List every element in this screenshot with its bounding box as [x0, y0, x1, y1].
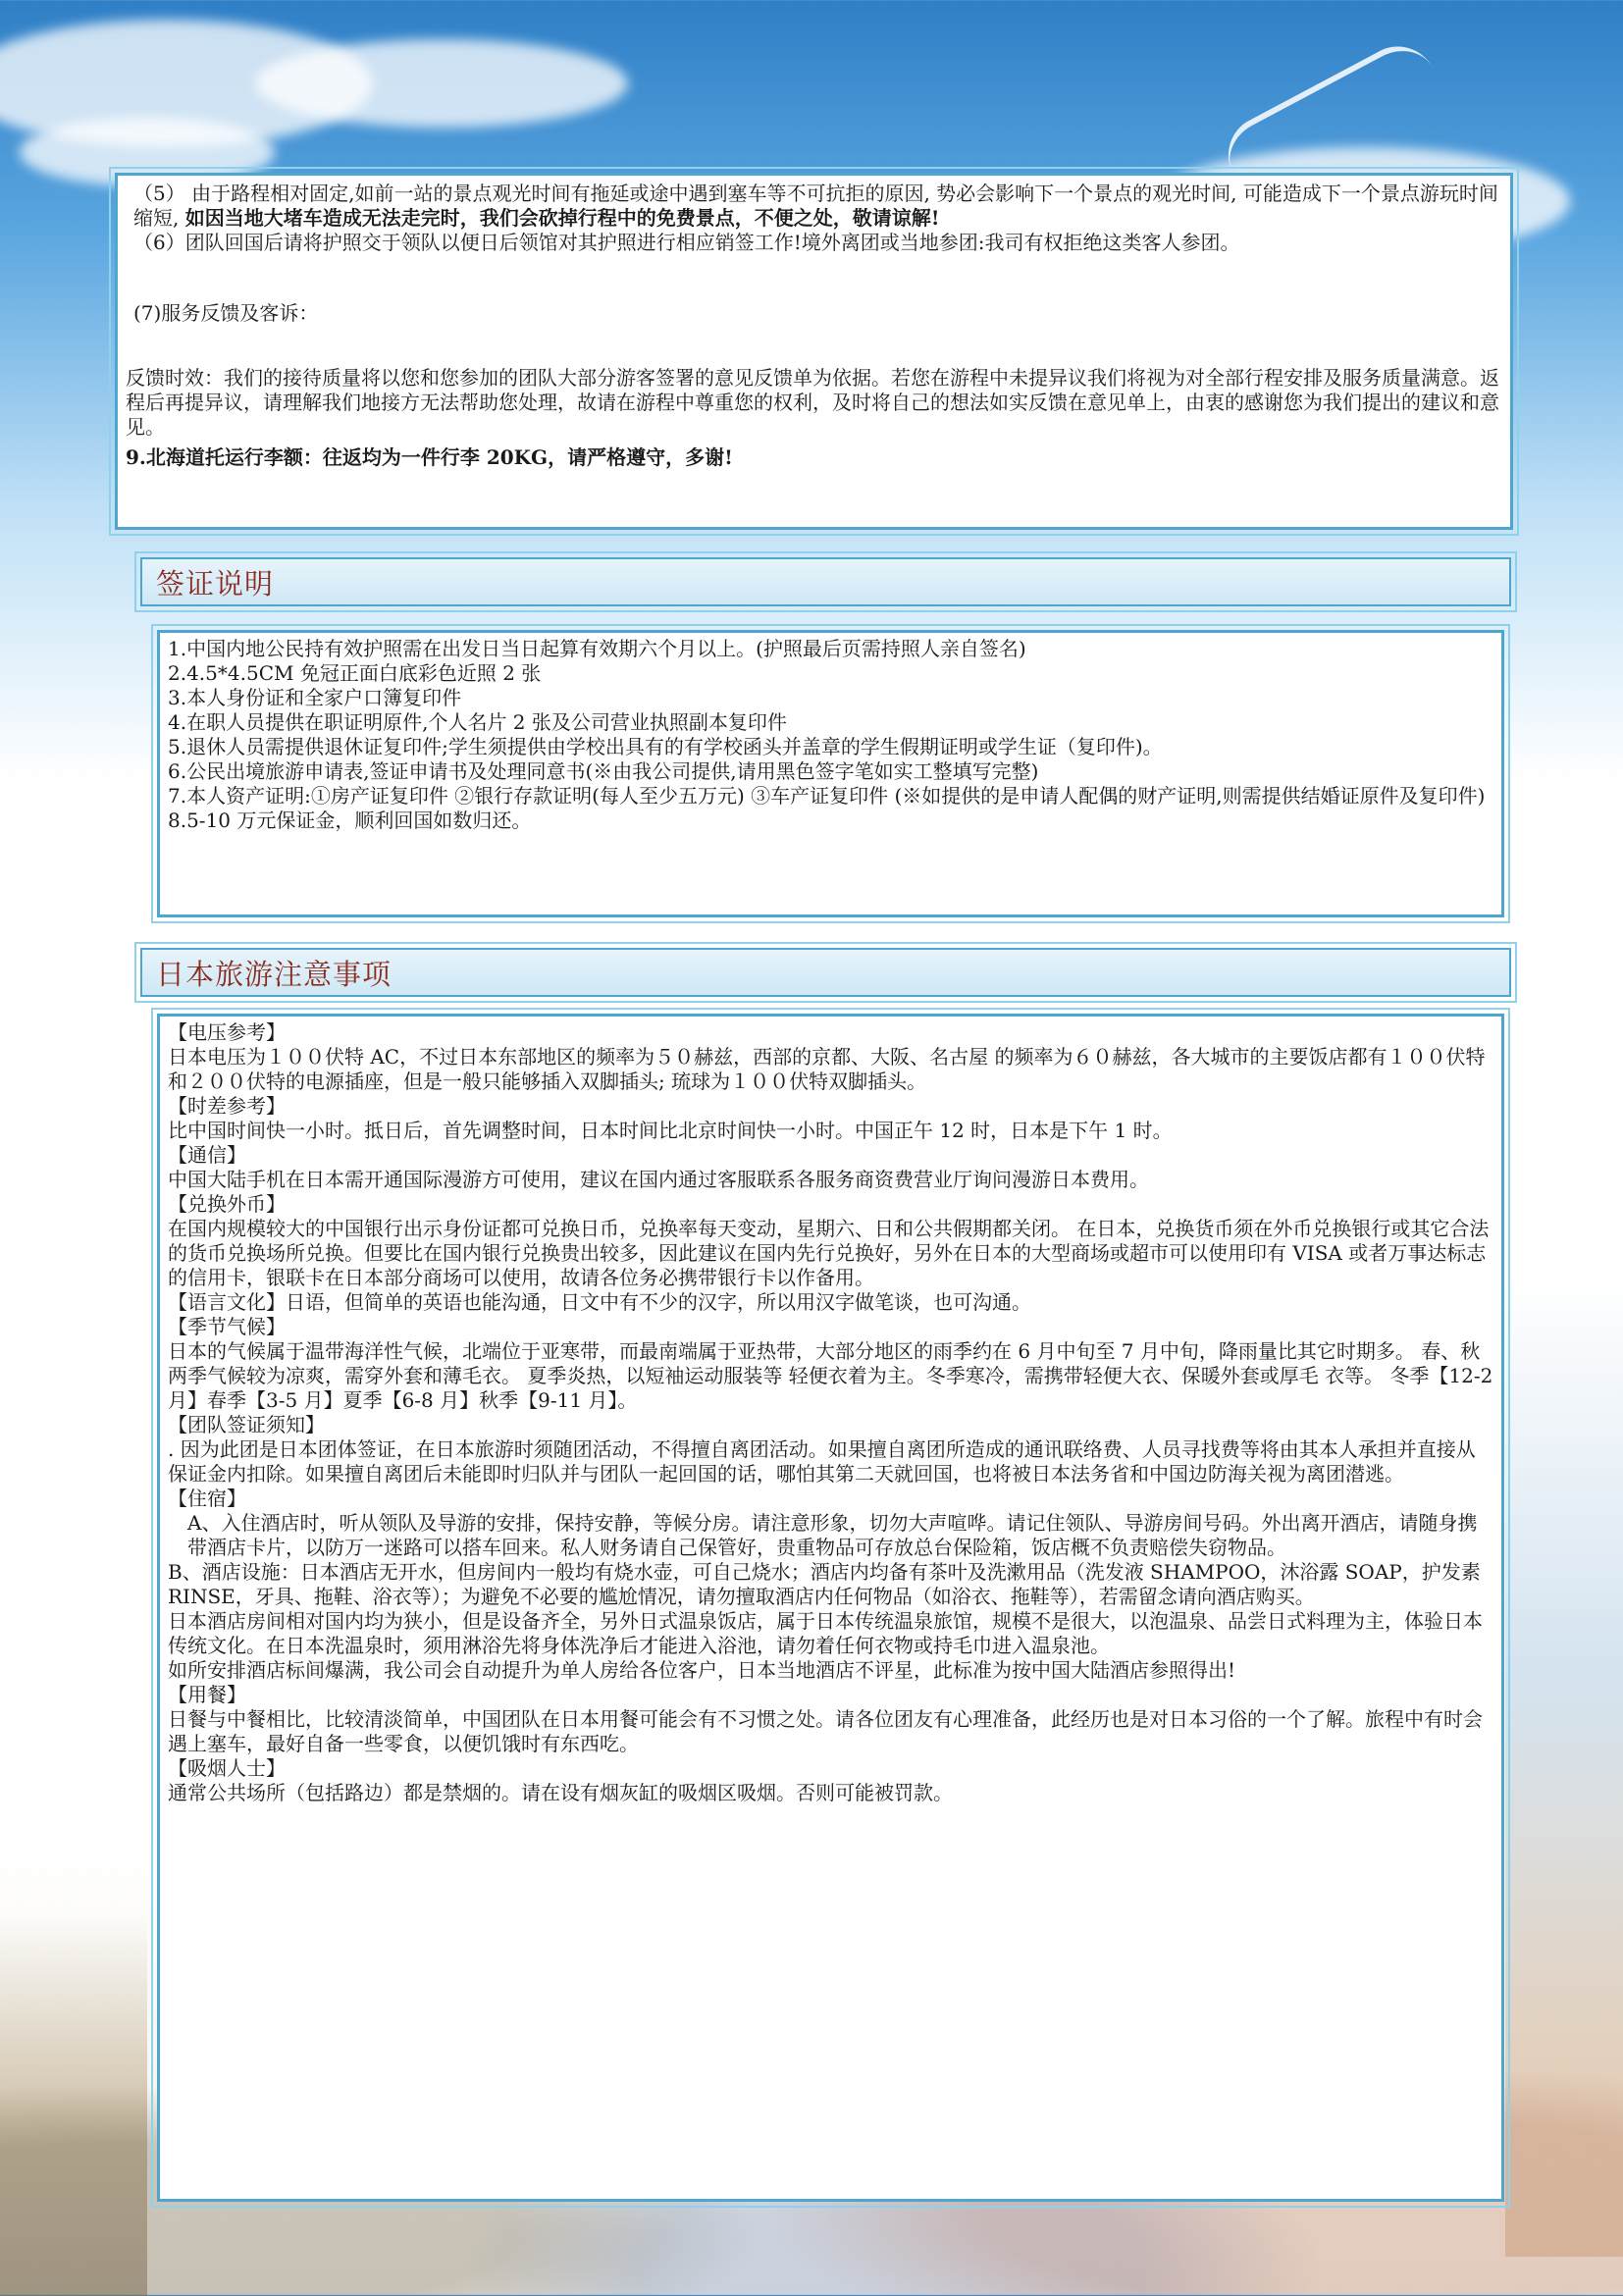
visa-item: 3.本人身份证和全家户口簿复印件 — [168, 686, 462, 709]
visa-item: 1.中国内地公民持有效护照需在出发日当日起算有效期六个月以上。(护照最后页需持照人亲自签名) — [168, 637, 1026, 660]
group-visa-text: . 因为此团是日本团体签证，在日本旅游时须随团活动，不得擅自离团活动。如果擅自离团所造成的通讯联络费、人员寻找费等将由其本人承担并直接从保证金内扣除。如果擅自离团后未能即时归队并与团队一起回国的话，哪怕其第二天就回国，也将被日本法务省和中国边防海关视为离团潜逃。 — [168, 1437, 1476, 1486]
visa-item: 6.公民出境旅游申请表,签证申请书及处理同意书(※由我公司提供,请用黑色签字笔如实工整填写完整) — [168, 759, 1039, 783]
visa-item: 8.5-10 万元保证金，顺利回国如数归还。 — [168, 809, 532, 832]
accommodation-text-c: 日本酒店房间相对国内均为狭小，但是设备齐全，另外日式温泉饭店，属于日本传统温泉旅馆，规模不是很大，以泡温泉、品尝日式料理为主，体验日本传统文化。在日本洗温泉时，须用淋浴先将身体洗净后才能进入浴池，请勿着任何衣物或持毛巾进入温泉池。 — [168, 1609, 1483, 1657]
accommodation-heading: 【住宿】 — [168, 1487, 246, 1510]
language-text: 日语，但简单的英语也能沟通，日文中有不少的汉字，所以用汉字做笔谈，也可沟通。 — [286, 1290, 1031, 1314]
language-culture — [168, 1290, 1493, 1315]
background-cloud — [255, 39, 628, 128]
note-item-5: （5） 由于路程相对固定,如前一站的景点观光时间有拖延或途中遇到塞车等不可抗拒的原因, 势必会影响下一个景点的观光时间, 可能造成下一个景点游玩时间缩短, 如因当地大堵车造成无法走完时，我们会砍掉行程中的免费景点，不便之处，敬请谅解! — [133, 182, 1498, 230]
time-difference-heading: 【时差参考】 — [168, 1094, 286, 1118]
visa-item: 7.本人资产证明:①房产证复印件 ②银行存款证明(每人至少五万元) ③车产证复印件 (※如提供的是申请人配偶的财产证明,则需提供结婚证原件及复印件) — [168, 784, 1486, 808]
group-visa-heading: 【团队签证须知】 — [168, 1413, 325, 1436]
meals-heading: 【用餐】 — [168, 1683, 246, 1706]
luggage-allowance: 9.北海道托运行李额：往返均为一件行李 20KG，请严格遵守，多谢! — [126, 445, 733, 469]
note-item-7-heading: (7)服务反馈及客诉： — [133, 301, 319, 325]
visa-requirements-box — [157, 630, 1504, 917]
smoking-text: 通常公共场所（包括路边）都是禁烟的。请在设有烟灰缸的吸烟区吸烟。否则可能被罚款。 — [168, 1781, 953, 1804]
voltage-heading: 【电压参考】 — [168, 1020, 286, 1044]
accommodation-text-a: A、入住酒店时，听从领队及导游的安排，保持安静，等候分房。请注意形象，切勿大声喧哗。请记住领队、导游房间号码。外出离开酒店，请随身携带酒店卡片，以防万一迷路可以搭车回来。私人财务请自己保管好，贵重物品可存放总台保险箱，饭店概不负责赔偿失窃物品。 — [187, 1511, 1478, 1559]
itinerary-notes-box — [115, 173, 1513, 530]
note-item-6: （6）团队回国后请将护照交于领队以便日后领馆对其护照进行相应销签工作!境外离团或当地参团:我司有权拒绝这类客人参团。 — [133, 231, 1240, 254]
travel-notes-box — [157, 1014, 1504, 2202]
feedback-paragraph: 反馈时效：我们的接待质量将以您和您参加的团队大部分游客签署的意见反馈单为依据。若您在游程中未提异议我们将视为对全部行程安排及服务质量满意。返程后再提异议，请理解我们地接方无法帮助您处理，故请在游程中尊重您的权利，及时将自己的想法如实反馈在意见单上，由衷的感谢您为我们提出的建议和意见。 — [126, 366, 1499, 439]
accommodation-text-b: B、酒店设施：日本酒店无开水，但房间内一般均有烧水壶，可自己烧水；酒店内均备有茶叶及洗漱用品（洗发液 SHAMPOO，沐浴露 SOAP，护发素 RINSE，牙具、拖鞋、浴衣等）；为避免不必要的尴尬情况，请勿擅取酒店内任何物品（如浴衣、拖鞋等），若需留念请向酒店购买。 — [168, 1560, 1481, 1608]
visa-item: 5.退休人员需提供退休证复印件;学生须提供由学校出具有的有学校函头并盖章的学生假期证明或学生证（复印件)。 — [168, 735, 1163, 758]
accommodation-text-d: 如所安排酒店标间爆满，我公司会自动提升为单人房给各位客户，日本当地酒店不评星，此标准为按中国大陆酒店参照得出! — [168, 1658, 1236, 1682]
voltage-text: 日本电压为１００伏特 AC，不过日本东部地区的频率为５０赫兹，西部的京都、大阪、名古屋 的频率为６０赫兹，各大城市的主要饭店都有１００伏特和２００伏特的电源插座，但是一般只能够插入双脚插头; 琉球为１００伏特双脚插头。 — [168, 1045, 1486, 1093]
climate-text: 日本的气候属于温带海洋性气候，北端位于亚寒带，而最南端属于亚热带，大部分地区的雨季约在 6 月中旬至 7 月中旬，降雨量比其它时期多。 春、秋两季气候较为凉爽，需穿外套和薄毛衣。 夏季炎热，以短袖运动服装等 轻便衣着为主。冬季寒冷，需携带轻便大衣、保暖外套或厚毛 衣等。 冬季【12-2 月】春季【3-5 月】夏季【6-8 月】秋季【9-11 月】。 — [168, 1339, 1493, 1412]
language-heading: 【语言文化】 — [168, 1290, 286, 1314]
travel-notes-section-title: 日本旅游注意事项 — [156, 957, 393, 991]
visa-section-title: 签证说明 — [156, 566, 275, 600]
travel-notes-section-header — [140, 948, 1511, 997]
visa-section-header — [140, 557, 1511, 606]
visa-item: 4.在职人员提供在职证明原件,个人名片 2 张及公司营业执照副本复印件 — [168, 710, 787, 734]
visa-item: 2.4.5*4.5CM 免冠正面白底彩色近照 2 张 — [168, 661, 542, 685]
smoking-heading: 【吸烟人士】 — [168, 1756, 286, 1780]
time-difference-text: 比中国时间快一小时。抵日后，首先调整时间，日本时间比北京时间快一小时。中国正午 12 时，日本是下午 1 时。 — [168, 1119, 1173, 1142]
communication-text: 中国大陆手机在日本需开通国际漫游方可使用，建议在国内通过客服联系各服务商资费营业厅询问漫游日本费用。 — [168, 1168, 1149, 1191]
currency-exchange-text: 在国内规模较大的中国银行出示身份证都可兑换日币，兑换率每天变动，星期六、日和公共假期都关闭。 在日本，兑换货币须在外币兑换银行或其它合法的货币兑换场所兑换。但要比在国内银行兑换贵出较多，因此建议在国内先行兑换好，另外在日本的大型商场或超市可以使用印有 VISA 或者万事达标志的信用卡，银联卡在日本部分商场可以使用，故请各位务必携带银行卡以作备用。 — [168, 1217, 1490, 1289]
communication-heading: 【通信】 — [168, 1143, 246, 1167]
currency-exchange-heading: 【兑换外币】 — [168, 1192, 286, 1216]
climate-heading: 【季节气候】 — [168, 1315, 286, 1338]
note-item-5-emphasis: 如因当地大堵车造成无法走完时，我们会砍掉行程中的免费景点，不便之处，敬请谅解! — [184, 206, 940, 230]
meals-text: 日餐与中餐相比，比较清淡简单，中国团队在日本用餐可能会有不习惯之处。请各位团友有心理准备，此经历也是对日本习俗的一个了解。旅程中有时会遇上塞车，最好自备一些零食，以便饥饿时有东西吃。 — [168, 1707, 1483, 1755]
